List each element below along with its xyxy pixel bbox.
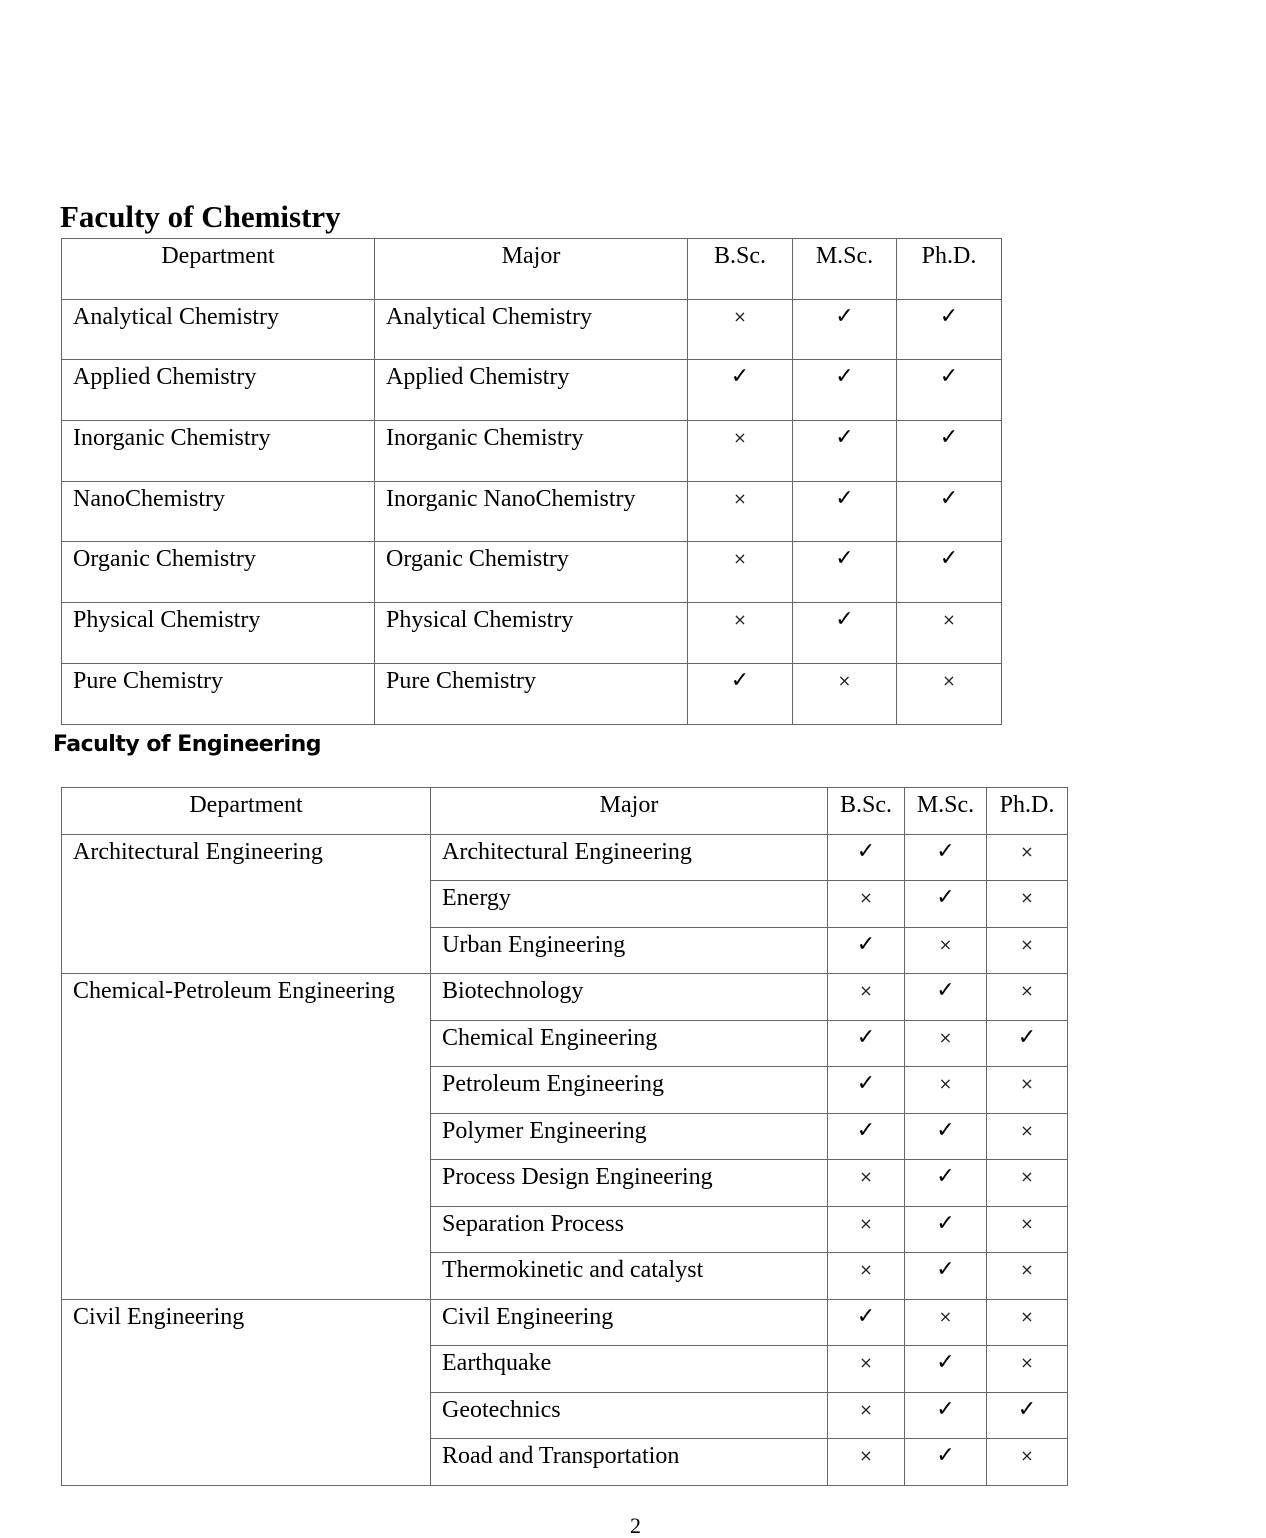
major-cell: Separation Process	[431, 1206, 828, 1253]
check-icon-bsc: ✓	[828, 1113, 905, 1160]
cross-icon-phd: ×	[987, 1439, 1068, 1486]
check-icon-bsc: ✓	[828, 1020, 905, 1067]
check-icon-msc: ✓	[793, 421, 897, 482]
column-header-department: Department	[62, 239, 375, 300]
major-cell: Petroleum Engineering	[431, 1067, 828, 1114]
check-icon-msc: ✓	[793, 360, 897, 421]
engineering-faculty-title: Faculty of Engineering	[53, 732, 321, 757]
check-icon-phd: ✓	[897, 481, 1002, 542]
cross-icon-phd: ×	[897, 663, 1002, 724]
cross-icon-phd: ×	[987, 1160, 1068, 1207]
column-header-phd: Ph.D.	[987, 788, 1068, 835]
major-cell: Architectural Engineering	[431, 834, 828, 881]
major-cell: Chemical Engineering	[431, 1020, 828, 1067]
major-cell: Applied Chemistry	[375, 360, 688, 421]
cross-icon-bsc: ×	[828, 974, 905, 1021]
check-icon-msc: ✓	[793, 299, 897, 360]
column-header-bsc: B.Sc.	[828, 788, 905, 835]
cross-icon-bsc: ×	[828, 1392, 905, 1439]
check-icon-bsc: ✓	[828, 927, 905, 974]
department-cell: Inorganic Chemistry	[62, 421, 375, 482]
cross-icon-bsc: ×	[688, 542, 793, 603]
major-cell: Geotechnics	[431, 1392, 828, 1439]
major-cell: Civil Engineering	[431, 1299, 828, 1346]
table-row	[62, 360, 1002, 421]
major-cell: Urban Engineering	[431, 927, 828, 974]
column-header-major: Major	[375, 239, 688, 300]
major-cell: Organic Chemistry	[375, 542, 688, 603]
cross-icon-msc: ×	[905, 1020, 987, 1067]
check-icon-phd: ✓	[987, 1020, 1068, 1067]
table-row	[62, 603, 1002, 664]
major-cell: Earthquake	[431, 1346, 828, 1393]
major-cell: Thermokinetic and catalyst	[431, 1253, 828, 1300]
cross-icon-phd: ×	[987, 927, 1068, 974]
major-cell: Inorganic Chemistry	[375, 421, 688, 482]
check-icon-phd: ✓	[897, 421, 1002, 482]
chemistry-faculty-title: Faculty of Chemistry	[60, 199, 341, 234]
cross-icon-phd: ×	[987, 1113, 1068, 1160]
table-row	[62, 421, 1002, 482]
column-header-msc: M.Sc.	[905, 788, 987, 835]
department-cell: Pure Chemistry	[62, 663, 375, 724]
cross-icon-bsc: ×	[688, 603, 793, 664]
check-icon-bsc: ✓	[828, 834, 905, 881]
major-cell: Physical Chemistry	[375, 603, 688, 664]
engineering-programs-table	[61, 787, 1068, 1486]
major-cell: Energy	[431, 881, 828, 928]
check-icon-phd: ✓	[897, 542, 1002, 603]
cross-icon-phd: ×	[987, 1067, 1068, 1114]
cross-icon-bsc: ×	[828, 1160, 905, 1207]
check-icon-phd: ✓	[897, 299, 1002, 360]
column-header-phd: Ph.D.	[897, 239, 1002, 300]
table-header-row	[62, 239, 1002, 300]
check-icon-msc: ✓	[905, 834, 987, 881]
table-row	[62, 834, 1068, 881]
major-cell: Polymer Engineering	[431, 1113, 828, 1160]
department-cell: Organic Chemistry	[62, 542, 375, 603]
table-row	[62, 481, 1002, 542]
check-icon-phd: ✓	[987, 1392, 1068, 1439]
cross-icon-phd: ×	[987, 1206, 1068, 1253]
table-header-row	[62, 788, 1068, 835]
major-cell: Pure Chemistry	[375, 663, 688, 724]
column-header-msc: M.Sc.	[793, 239, 897, 300]
cross-icon-bsc: ×	[828, 1206, 905, 1253]
check-icon-msc: ✓	[905, 881, 987, 928]
check-icon-bsc: ✓	[828, 1067, 905, 1114]
cross-icon-phd: ×	[987, 974, 1068, 1021]
cross-icon-phd: ×	[897, 603, 1002, 664]
check-icon-phd: ✓	[897, 360, 1002, 421]
check-icon-msc: ✓	[905, 1206, 987, 1253]
column-header-bsc: B.Sc.	[688, 239, 793, 300]
department-cell: Chemical-Petroleum Engineering	[62, 974, 431, 1300]
table-row	[62, 663, 1002, 724]
cross-icon-bsc: ×	[688, 481, 793, 542]
check-icon-msc: ✓	[905, 1392, 987, 1439]
major-cell: Inorganic NanoChemistry	[375, 481, 688, 542]
cross-icon-phd: ×	[987, 1299, 1068, 1346]
cross-icon-bsc: ×	[828, 1439, 905, 1486]
major-cell: Analytical Chemistry	[375, 299, 688, 360]
cross-icon-phd: ×	[987, 1346, 1068, 1393]
check-icon-msc: ✓	[793, 481, 897, 542]
check-icon-msc: ✓	[793, 542, 897, 603]
check-icon-bsc: ✓	[828, 1299, 905, 1346]
column-header-department: Department	[62, 788, 431, 835]
major-cell: Process Design Engineering	[431, 1160, 828, 1207]
cross-icon-msc: ×	[905, 927, 987, 974]
cross-icon-bsc: ×	[688, 299, 793, 360]
cross-icon-msc: ×	[905, 1299, 987, 1346]
cross-icon-bsc: ×	[828, 1346, 905, 1393]
check-icon-msc: ✓	[905, 1160, 987, 1207]
major-cell: Road and Transportation	[431, 1439, 828, 1486]
check-icon-msc: ✓	[905, 974, 987, 1021]
cross-icon-msc: ×	[793, 663, 897, 724]
cross-icon-phd: ×	[987, 881, 1068, 928]
cross-icon-msc: ×	[905, 1067, 987, 1114]
column-header-major: Major	[431, 788, 828, 835]
check-icon-msc: ✓	[905, 1439, 987, 1486]
check-icon-bsc: ✓	[688, 360, 793, 421]
table-row	[62, 299, 1002, 360]
check-icon-bsc: ✓	[688, 663, 793, 724]
cross-icon-bsc: ×	[828, 881, 905, 928]
table-row	[62, 542, 1002, 603]
check-icon-msc: ✓	[905, 1253, 987, 1300]
department-cell: Architectural Engineering	[62, 834, 431, 974]
cross-icon-phd: ×	[987, 834, 1068, 881]
department-cell: Physical Chemistry	[62, 603, 375, 664]
cross-icon-bsc: ×	[828, 1253, 905, 1300]
chemistry-programs-table	[61, 238, 1002, 725]
department-cell: NanoChemistry	[62, 481, 375, 542]
department-cell: Applied Chemistry	[62, 360, 375, 421]
cross-icon-phd: ×	[987, 1253, 1068, 1300]
table-row	[62, 974, 1068, 1021]
check-icon-msc: ✓	[793, 603, 897, 664]
cross-icon-bsc: ×	[688, 421, 793, 482]
table-row	[62, 1299, 1068, 1346]
check-icon-msc: ✓	[905, 1346, 987, 1393]
page-number: 2	[630, 1513, 641, 1538]
check-icon-msc: ✓	[905, 1113, 987, 1160]
department-cell: Civil Engineering	[62, 1299, 431, 1485]
major-cell: Biotechnology	[431, 974, 828, 1021]
department-cell: Analytical Chemistry	[62, 299, 375, 360]
